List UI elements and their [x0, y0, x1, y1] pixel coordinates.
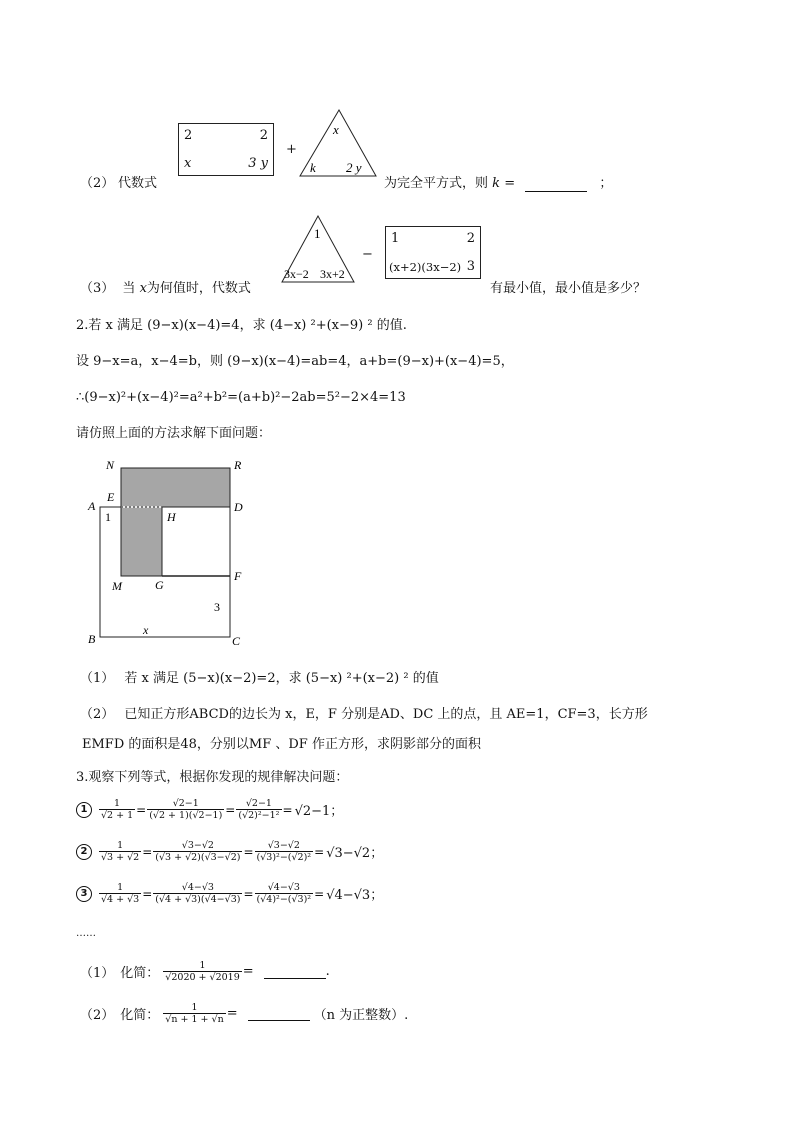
- box1-bottom-right: 3 y: [248, 156, 268, 171]
- q3-s2-frac: $\frac{1}{√n + 1 + √n}$: [165, 1002, 224, 1025]
- algebra-triangle-1: [298, 108, 380, 178]
- q1-part2-lead: 代数式: [118, 176, 158, 191]
- box2-top-right: 2: [466, 231, 475, 246]
- minus-operator: −: [362, 247, 373, 262]
- q3-title: 3.观察下列等式，根据你发现的规律解决问题：: [76, 770, 349, 785]
- eq1-frac2: $\frac{√2-1}{(√2 + 1)(√2-1)}$: [149, 798, 223, 821]
- equals-sign: =: [504, 176, 516, 191]
- answer-blank-k[interactable]: [525, 177, 587, 192]
- circled-number-3: 3: [76, 886, 92, 902]
- q1-part3-number: （3）: [80, 281, 115, 296]
- label-N: N: [106, 458, 115, 472]
- q2-line3: ∴(9−x)²+(x−4)²=a²+b²=(a+b)²−2ab=5²−2×4=13: [76, 390, 406, 405]
- k-variable: k: [492, 176, 501, 191]
- algebra-triangle-2: [280, 214, 356, 284]
- eq1-result: √2−1；: [294, 804, 344, 819]
- x-variable: x: [139, 281, 147, 296]
- q3-s1-lead: 化简：: [120, 966, 160, 981]
- q2-p2: [80, 707, 648, 723]
- label-D: D: [234, 500, 243, 514]
- q1-part2-tail: ；: [599, 176, 613, 191]
- equation-row-3: 3 $\frac{1}{√4 + √3}$ = $\frac{√4-√3}{(√4 + √3)(√4-√3)}$ = $\frac{√4-√3}{\text{(√4)²−(√3)²}}$ = √4−√3；: [76, 882, 383, 905]
- tri2-top: 1: [314, 226, 321, 241]
- q3-s1-tail: .: [325, 964, 330, 979]
- plus-operator: +: [286, 142, 297, 157]
- label-x: x: [143, 623, 149, 637]
- label-3: 3: [214, 600, 220, 614]
- label-A: A: [88, 499, 96, 513]
- q1-part3-lead2: 为何值时，代数式: [146, 281, 251, 296]
- q3-s1-number: （1）: [80, 966, 115, 981]
- q2-p1-number: （1）: [80, 671, 115, 686]
- q1-part3-line: [80, 281, 251, 297]
- q3-s1: [80, 960, 330, 983]
- box2-top-left: 1: [391, 231, 400, 246]
- tri2-bottom-right: 3x+2: [320, 267, 345, 281]
- q2-line4: 请仿照上面的方法求解下面问题：: [76, 426, 272, 441]
- label-F: F: [234, 569, 242, 583]
- eq2-result: √3−√2；: [326, 846, 384, 861]
- tri2-bottom-left: 3x−2: [284, 267, 309, 281]
- box1-top-right: 2: [259, 128, 268, 143]
- eq3-frac2: $\frac{√4-√3}{(√4 + √3)(√4-√3)}$: [155, 882, 241, 905]
- eq2-frac2: $\frac{√3-√2}{(√3 + √2)(√3-√2)}$: [155, 840, 241, 863]
- q3-s1-frac: $\frac{1}{√2020 + √2019}$: [165, 960, 240, 983]
- eq2-frac3: $\frac{√3-√2}{\text{(√3)²−(√2)²}}$: [256, 840, 312, 863]
- q1-part3-lead: 当: [122, 281, 136, 296]
- shaded-left-rect: [121, 507, 162, 576]
- circled-number-2: 2: [76, 844, 92, 860]
- q2-p1-text: 若 x 满足 (5−x)(x−2)=2，求 (5−x) ²+(x−2) ² 的值: [124, 671, 439, 686]
- eq3-frac1: $\frac{1}{√4 + √3}$: [101, 882, 140, 905]
- q1-part3-tail: 有最小值，最小值是多少？: [490, 281, 647, 296]
- q2-p2-text: 已知正方形ABCD的边长为 x，E，F 分别是AD、DC 上的点，且 AE=1，CF=3，长方形: [124, 707, 648, 722]
- eq3-result: √4−√3；: [326, 888, 384, 903]
- label-1: 1: [105, 510, 111, 524]
- algebra-box-1: [178, 123, 274, 176]
- q2-p1: [80, 671, 439, 687]
- box2-bottom-left: (x+2)(3x−2): [389, 260, 462, 274]
- q3-s2-tail: （n 为正整数）.: [313, 1008, 409, 1023]
- q3-s1-eq: =: [242, 964, 254, 979]
- eq3-frac3: $\frac{√4-√3}{\text{(√4)²−(√3)²}}$: [256, 882, 312, 905]
- answer-blank-s2[interactable]: [248, 1006, 310, 1021]
- box2-bottom-right: 3: [466, 259, 475, 274]
- q3-s2: [80, 1002, 408, 1025]
- box1-bottom-left: x: [184, 156, 192, 171]
- q1-part2-number: （2）: [80, 176, 115, 191]
- box1-top-left: 2: [184, 128, 193, 143]
- label-E: E: [107, 490, 115, 504]
- q1-part2-after: [384, 176, 612, 192]
- equation-row-2: 2 $\frac{1}{√3 + √2}$ = $\frac{√3-√2}{(√3 + √2)(√3-√2)}$ = $\frac{√3-√2}{\text{(√3)²−(√2)²}}$ = √3−√2；: [76, 840, 383, 863]
- ellipsis: ……: [76, 928, 96, 939]
- label-H: H: [167, 510, 176, 524]
- square-figure: [84, 456, 264, 652]
- label-M: M: [112, 579, 122, 593]
- equation-row-1: 1 $\frac{1}{√2 + 1}$ = $\frac{√2-1}{(√2 + 1)(√2-1)}$ = $\frac{√2-1}{\text{(√2)²−1²}}$ = √2−1；: [76, 798, 343, 821]
- label-R: R: [234, 458, 242, 472]
- shaded-top-rect: [121, 468, 230, 507]
- tri1-top: x: [333, 122, 339, 137]
- q2-p2-number: （2）: [80, 707, 115, 722]
- label-G: G: [155, 578, 164, 592]
- answer-blank-s1[interactable]: [264, 964, 326, 979]
- q3-s2-lead: 化简：: [120, 1008, 160, 1023]
- eq2-frac1: $\frac{1}{√3 + √2}$: [101, 840, 140, 863]
- q2-line2: 设 9−x=a，x−4=b，则 (9−x)(x−4)=ab=4，a+b=(9−x)+(x−4)=5，: [76, 354, 514, 369]
- label-C: C: [232, 634, 241, 648]
- eq1-frac3: $\frac{√2-1}{\text{(√2)²−1²}}$: [238, 798, 280, 821]
- eq1-frac1: $\frac{1}{√2 + 1}$: [101, 798, 134, 821]
- label-B: B: [88, 632, 96, 646]
- algebra-box-2: [385, 226, 481, 279]
- q2-line1: 2.若 x 满足 (9−x)(x−4)=4，求 (4−x) ²+(x−9) ² 的值.: [76, 318, 407, 333]
- tri1-bottom-right: 2 y: [346, 160, 362, 175]
- tri1-bottom-left: k: [310, 160, 316, 175]
- square-abcd: [100, 507, 230, 637]
- q1-part2-after-text: 为完全平方式，则: [384, 176, 489, 191]
- circled-number-1: 1: [76, 802, 92, 818]
- q2-p2-line2: EMFD 的面积是48，分别以MF 、DF 作正方形，求阴影部分的面积: [82, 737, 481, 752]
- q3-s2-number: （2）: [80, 1008, 115, 1023]
- q3-s2-eq: =: [226, 1006, 238, 1021]
